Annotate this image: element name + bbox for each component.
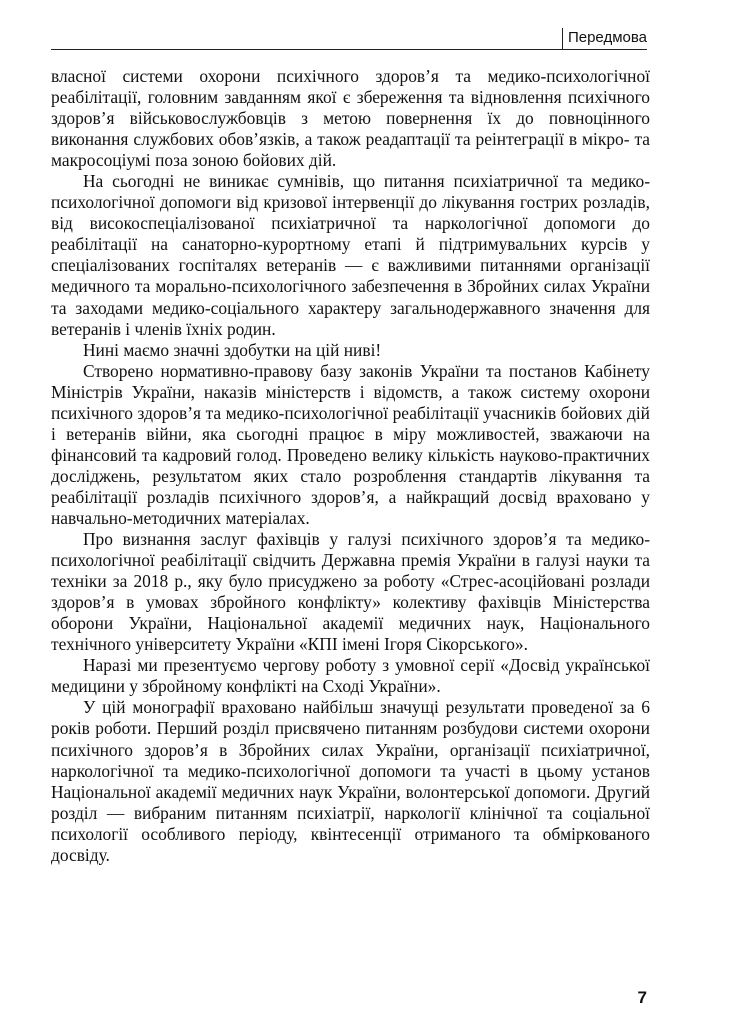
page-number: 7 [637,988,647,1007]
paragraph: Наразі ми презентуємо чергову роботу з умовної серії «Досвід української медицини у збройному конфлікті на Сході України». [51,655,650,697]
paragraph: Про визнання заслуг фахівців у галузі психічного здоров’я та медико-психологічної реабілітації свідчить Державна премія України в галузі науки та техніки за 2018 р., яку було присуджено за роботу «Стрес-асоційовані розлади здоров’я в умовах збройного конфлікту» колективу фахівців Міністерства оборони України, Національної академії медичних наук, Національного технічного університету України «КПІ імені Ігоря Сікорського». [51,529,650,655]
running-header [0,28,647,50]
body-text [51,66,650,866]
paragraph: Нині маємо значні здобутки на цій ниві! [83,339,382,360]
paragraph: У цій монографії враховано найбільш значущі результати проведеної за 6 років роботи. Перший розділ присвячено питанням розбудови системи охорони психічного здоров’я в Збройних силах України, організації психіатричної, наркологічної та медико-психологічної допомоги та участі в цьому установ Національної академії медичних наук України, волонтерської допомоги. Другий розділ — вибраним питанням психіатрії, наркології клінічної та соціальної психології особливого періоду, квінтесенції отриманого та обміркованого досвіду. [51,697,650,865]
paragraph: Створено нормативно-правову базу законів України та постанов Кабінету Міністрів України, наказів міністерств і відомств, а також систему охорони психічного здоров’я та медико-психологічної реабілітації учасників бойових дій і ветеранів війни, яка сьогодні працює в міру можливостей, зважаючи на фінансовий та кадровий голод. Проведено велику кількість науково-практичних досліджень, результатом яких стало розроблення стандартів лікування та реабілітації розладів психічного здоров’я, а найкращий досвід враховано у навчально-методичних матеріалах. [51,360,650,528]
paragraph-continued: власної системи охорони психічного здоров’я та медико-психологічної реабілітації, головним завданням якої є збереження та відновлення психічного здоров’я військовослужбовців з метою повернення їх до повноцінного виконання службових обов’язків, а також реадаптації та реінтеграції в мікро- та макросоціумі поза зоною бойових дій. [51,66,650,171]
header-divider-tick [562,28,563,50]
paragraph: На сьогодні не виникає сумнівів, що питання психіатричної та медико-психологічної допомоги від кризової інтервенції до лікування гострих розладів, від високоспеціалізованої психіатричної та наркологічної допомоги до реабілітації на санаторно-курортному етапі й підтримувальних курсів у спеціалізованих госпіталях ветеранів — є важливими питаннями організації медичного та морально-психологічного забезпечення в Збройних силах України та заходами медико-соціального характеру загальнодержавного значення для ветеранів і членів їхніх родин. [51,171,650,339]
header-rule [51,49,647,50]
running-header-title: Передмова [567,29,647,46]
